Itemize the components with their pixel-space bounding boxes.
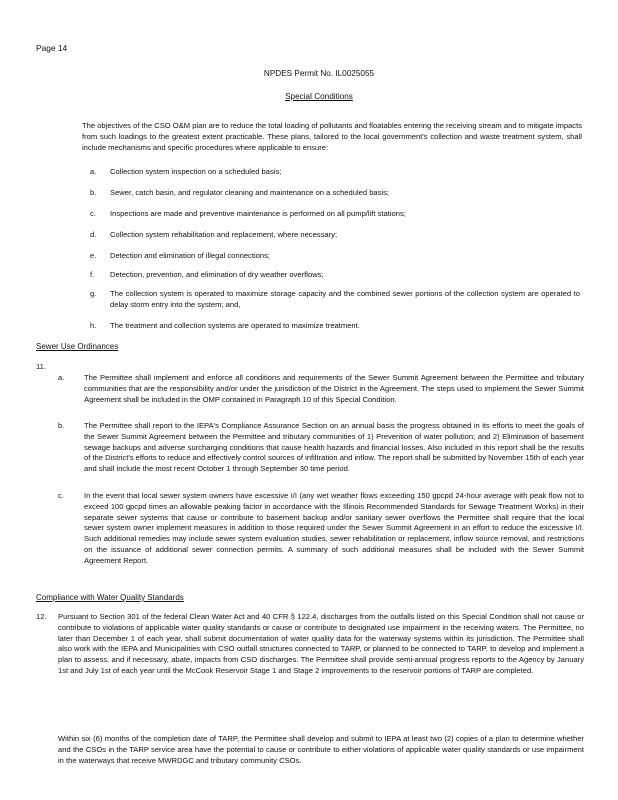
intro-paragraph: The objectives of the CSO O&M plan are to reduce the total loading of pollutants and floatables entering the receiving stream and to mitigate impacts from such loadings to the greatest extent practicable. These plans, tailored to the local government's collection and waste treatment system, shall include mechanisms and specific procedures where applicable to ensure: [82, 121, 582, 152]
sewer-use-letter: b. [58, 421, 65, 430]
objective-text: Detection and elimination of illegal connections; [110, 251, 270, 260]
compliance-heading: Compliance with Water Quality Standards [36, 593, 184, 602]
section-number: 11. [36, 362, 46, 371]
objective-letter: a. [90, 167, 97, 176]
sewer-use-letter: c. [58, 491, 64, 500]
compliance-paragraph: Pursuant to Section 301 of the federal Clean Water Act and 40 CFR § 122.4, discharges from the outfalls listed on this Special Condition shall not cause or contribute to violations of applicable water quality standards or cause or contribute to designated use impairment in the receiving waters. The Permittee, no later than December 1 of each year, shall submit documentation of water quality data for the waterway systems within its jurisdiction. The Permittee shall also work with the IEPA and Municipalities with CSO outfall structures connected to TARP, or planned to be connected to TARP, to develop and implement a plan to assess, and if necessary, abate, impacts from CSO discharges. The Permittee shall provide semi-annual progress reports to the Agency by January 1st and July 1st of each year until the McCook Reservoir Stage 1 and Stage 2 improvements to the reservoir portions of TARP are completed. [58, 612, 584, 675]
sewer-use-text: The Permittee shall implement and enforce all conditions and requirements of the Sewer Summit Agreement between the Permittee and tributary communities that are the responsibility and/or under the jurisdiction of the District in the Agreement. The steps used to implement the Sewer Summit Agreement shall be included in the OMP contained in Paragraph 10 of this Special Condition. [84, 373, 584, 404]
objective-letter: b. [90, 188, 97, 197]
sewer-use-text: In the event that local sewer system owners have excessive I/I (any wet weather flows exceeding 150 gpcpd 24-hour average with peak flow not to exceed 100 gpcpd times an allowable peaking factor in accordance with the Illinois Recommended Standards for Sewage Treatment Works) in their separate sewer systems that cause or contribute to basement backup and/or sanitary sewer overflows the Permittee shall require that the local sewer system owner implement measures in addition to those required under the Sewer Summit Agreement in an effort to reduce the excessive I/I. Such additional remedies may include sewer system evaluation studies, sewer rehabilitation or replacement, inflow source removal, and restrictions on the issuance of additional sewer connection permits. A summary of such additional measures shall be included with the Sewer Summit Agreement Report. [84, 491, 584, 565]
objective-letter: h. [90, 321, 97, 330]
section-title: Special Conditions [285, 92, 353, 101]
objective-text: Collection system rehabilitation and replacement, where necessary; [110, 230, 338, 239]
objective-letter: f. [90, 270, 95, 279]
section-number: 12. [36, 612, 47, 621]
page-number: Page 14 [36, 43, 68, 53]
sewer-use-heading: Sewer Use Ordinances [36, 342, 119, 351]
objective-letter: d. [90, 230, 97, 239]
compliance-paragraph: Within six (6) months of the completion date of TARP, the Permittee shall develop and submit to IEPA at least two (2) copies of a plan to determine whether and the CSOs in the TARP service area have the potential to cause or contribute to either violations of applicable water quality standards or use impairment in the waterways that receive MWRDGC and tributary community CSOs. [58, 734, 584, 765]
sewer-use-letter: a. [58, 373, 65, 382]
objective-letter: g. [90, 289, 97, 298]
objective-text: Inspections are made and preventive maintenance is performed on all pump/lift stations; [110, 209, 406, 218]
objective-text: Sewer, catch basin, and regulator cleaning and maintenance on a scheduled basis; [110, 188, 390, 197]
objective-text: Collection system inspection on a scheduled basis; [110, 167, 282, 176]
objective-text: The treatment and collection systems are operated to maximize treatment. [110, 321, 360, 330]
objective-text: Detection, prevention, and elimination of dry weather overflows; [110, 270, 324, 279]
permit-number: NPDES Permit No. IL0025055 [263, 69, 375, 78]
objective-letter: c. [90, 209, 96, 218]
sewer-use-text: The Permittee shall report to the IEPA's Compliance Assurance Section on an annual basis the progress obtained in its efforts to meet the goals of the Sewer Summit Agreement between the Permittee and tributary communities of 1) Prevention of water pollution; and 2) Elimination of basement sewage backups and adverse surcharging conditions that cause health hazards and financial losses. Also included in this report shall be the results of the District's efforts to reduce and effectively control sources of infiltration and inflow. The report shall be submitted by November 15th of each year and shall include the most recent October 1 through September 30 time period. [84, 421, 584, 474]
objective-letter: e. [90, 251, 97, 260]
objective-text: The collection system is operated to maximize storage capacity and the combined sewer portions of the collection system are operated to delay storm entry into the system; and, [110, 289, 580, 309]
